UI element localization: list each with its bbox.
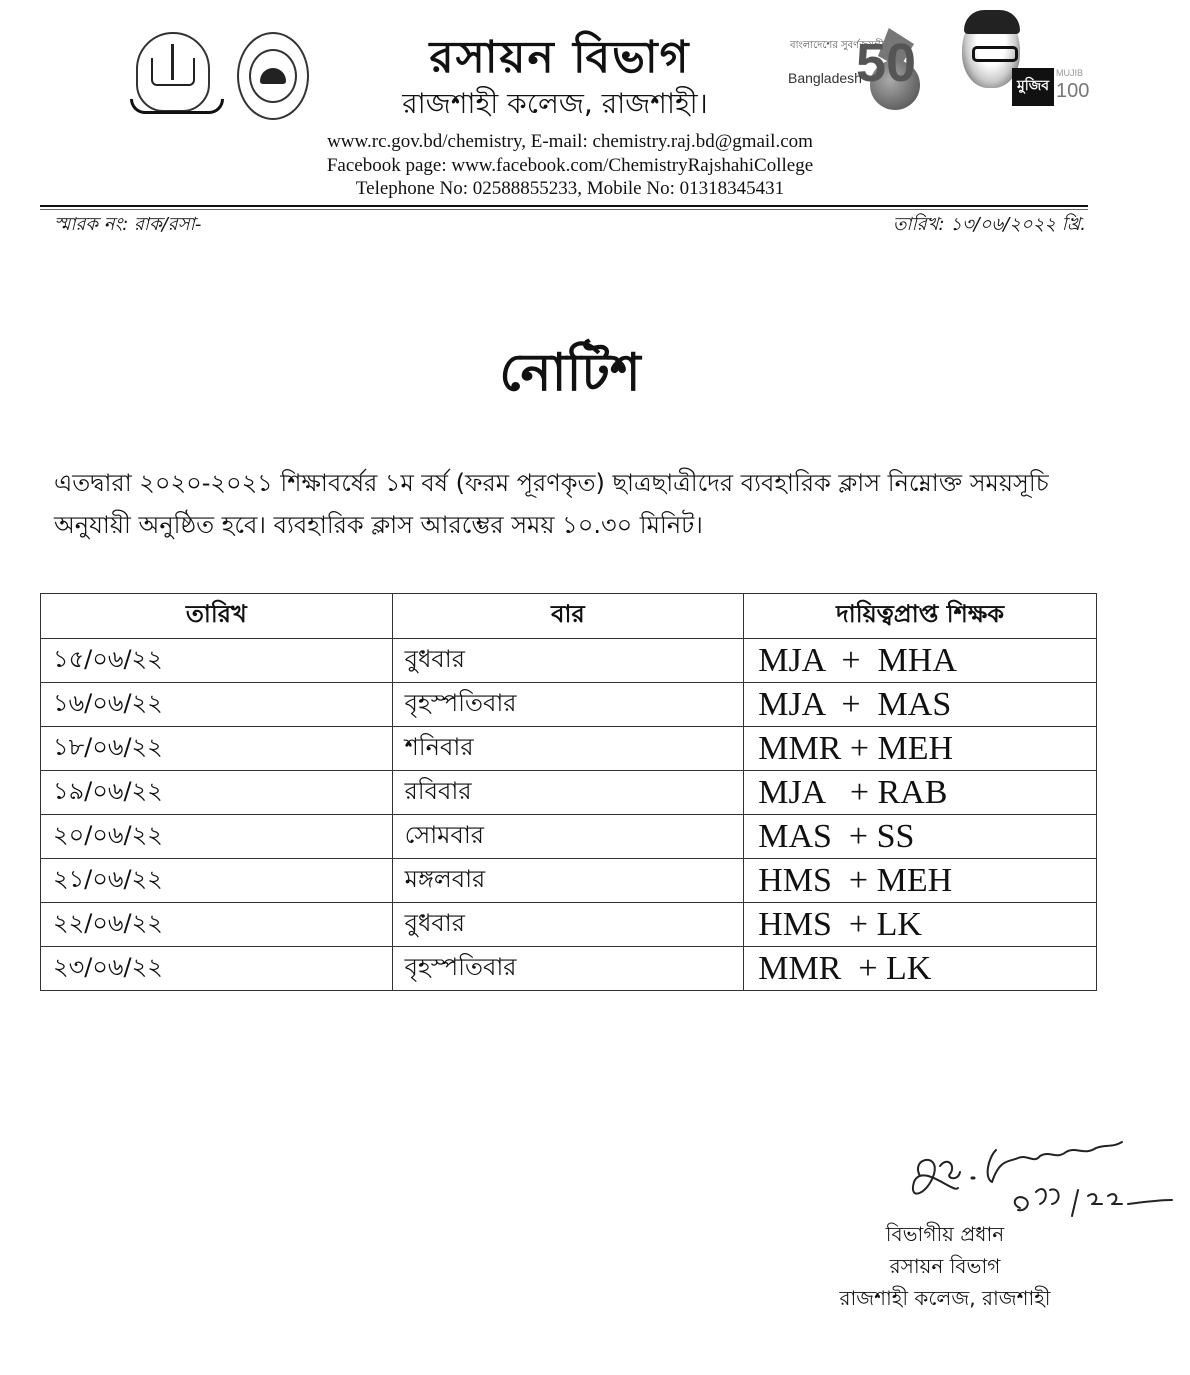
ribbon-icon — [130, 99, 224, 114]
cell-day: বৃহস্পতিবার — [392, 947, 744, 991]
mujib-bangla-text: মুজিব বর্ষ — [1012, 68, 1054, 106]
handwritten-signature — [900, 1138, 1180, 1228]
cell-date: ১৬/০৬/২২ — [41, 683, 393, 727]
table-row — [41, 771, 1097, 815]
cell-date: ২১/০৬/২২ — [41, 859, 393, 903]
cell-teachers: MAS + SS — [744, 815, 1097, 859]
cell-date: ২৩/০৬/২২ — [41, 947, 393, 991]
contact-web-email: www.rc.gov.bd/chemistry, E-mail: chemistry.raj.bd@gmail.com — [327, 131, 813, 152]
cell-day: মঙ্গলবার — [392, 859, 744, 903]
contact-phone: Telephone No: 02588855233, Mobile No: 01318345431 — [355, 178, 785, 199]
signatory-institution: রাজশাহী কলেজ, রাজশাহী — [839, 1286, 1051, 1310]
cell-teachers: MJA + MHA — [744, 639, 1097, 683]
notice-title: নোটিশ — [499, 343, 641, 403]
emblem-inner-ring — [249, 49, 297, 103]
cell-date: ১৫/০৬/২২ — [41, 639, 393, 683]
header-divider — [40, 205, 1088, 207]
cell-day: বুধবার — [392, 903, 744, 947]
cell-day: বৃহস্পতিবার — [392, 683, 744, 727]
bd50-number: 50 — [856, 33, 917, 93]
table-row — [41, 727, 1097, 771]
cell-date: ১৮/০৬/২২ — [41, 727, 393, 771]
portrait-glasses — [972, 46, 1018, 62]
signatory-title: বিভাগীয় প্রধান — [885, 1222, 1005, 1246]
contact-facebook: Facebook page: www.facebook.com/ChemistryRajshahiCollege — [326, 155, 814, 176]
cell-teachers: MMR + LK — [744, 947, 1097, 991]
cell-teachers: HMS + LK — [744, 903, 1097, 947]
schedule-table — [40, 593, 1097, 991]
department-title: রসায়ন বিভাগ — [429, 32, 691, 83]
memo-reference: স্মারক নং: রাক/রসা- — [54, 214, 202, 235]
mujib-english-text: MUJIB — [1056, 68, 1083, 78]
mujib-100-logo — [948, 8, 1094, 130]
table-row — [41, 639, 1097, 683]
cell-date: ১৯/০৬/২২ — [41, 771, 393, 815]
cell-teachers: MJA + RAB — [744, 771, 1097, 815]
cell-teachers: HMS + MEH — [744, 859, 1097, 903]
header-day: বার — [392, 594, 744, 639]
college-name: রাজশাহী কলেজ, রাজশাহী। — [402, 87, 708, 120]
cell-day: রবিবার — [392, 771, 744, 815]
signature-scribble — [900, 1138, 1180, 1228]
table-row — [41, 903, 1097, 947]
header-teachers: দায়িত্বপ্রাপ্ত শিক্ষক — [744, 594, 1097, 639]
notice-body: এতদ্বারা ২০২০-২০২১ শিক্ষাবর্ষের ১ম বর্ষ (ফরম পূরণকৃত) ছাত্রছাত্রীদের ব্যবহারিক ক্লাস নিম্নোক্ত সময়সূচি অনুযায়ী অনুষ্ঠিত হবে। ব্যবহারিক ক্লাস আরম্ভের সময় ১০.৩০ মিনিট। — [54, 469, 1049, 539]
college-logo — [136, 32, 210, 112]
cell-day: সোমবার — [392, 815, 744, 859]
cell-teachers: MJA + MAS — [744, 683, 1097, 727]
table-header-row — [41, 594, 1097, 639]
signatory-block — [820, 1218, 1070, 1314]
tree-icon — [260, 68, 286, 84]
book-icon — [151, 58, 195, 86]
signatory-department: রসায়ন বিভাগ — [889, 1254, 1001, 1278]
cell-teachers: MMR + MEH — [744, 727, 1097, 771]
cell-date: ২০/০৬/২২ — [41, 815, 393, 859]
cell-day: শনিবার — [392, 727, 744, 771]
table-row — [41, 859, 1097, 903]
cell-day: বুধবার — [392, 639, 744, 683]
bd50-bangla-text: বাংলাদেশের সুবর্ণজয়ন্তী — [790, 40, 884, 51]
bangladesh-50-logo — [782, 22, 928, 112]
memo-date: তারিখ: ১৩/০৬/২০২২ খ্রি. — [892, 214, 1086, 235]
portrait-hair — [964, 10, 1020, 34]
bd50-english-text: Bangladesh — [788, 70, 862, 86]
mujib-number: 100 — [1056, 80, 1090, 102]
table-row — [41, 815, 1097, 859]
cell-date: ২২/০৬/২২ — [41, 903, 393, 947]
table-row — [41, 683, 1097, 727]
emblem-logo — [237, 32, 309, 120]
table-row — [41, 947, 1097, 991]
header-date: তারিখ — [41, 594, 393, 639]
